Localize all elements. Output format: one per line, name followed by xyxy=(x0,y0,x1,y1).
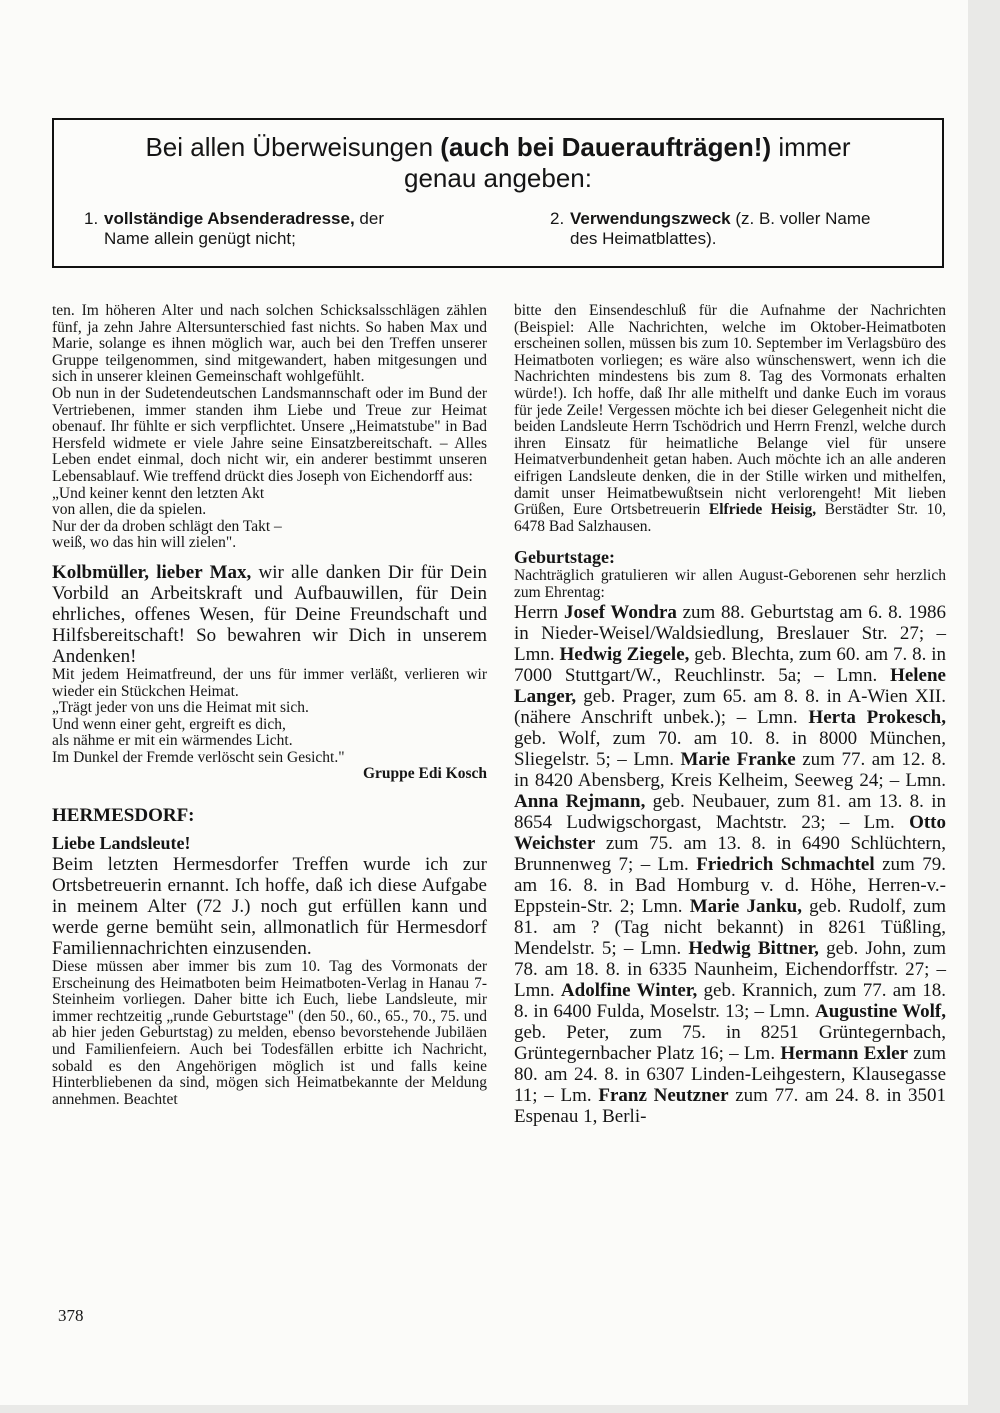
tribute-paragraph: Kolbmüller, lieber Max, wir alle danken Dir für Dein Vorbild an Arbeitskraft und Aufbauwillen, für Dein ehrliches, offenes Wesen, für Deine Freundschaft und Hilfsbereitschaft! So bewahren wir Dich in unserem Andenken! xyxy=(52,561,487,667)
page-number: 378 xyxy=(58,1306,84,1325)
notice-headline: Bei allen Überweisungen (auch bei Daueraufträgen!) immer genau angeben: xyxy=(145,132,851,193)
section-heading-birthdays: Geburtstage: xyxy=(514,547,615,568)
signature: Gruppe Edi Kosch xyxy=(362,765,487,783)
heimat-poem: „Trägt jeder von uns die Heimat mit sich. Und wenn einer geht, ergreift es dich, als nähme er mit ein wärmendes Licht. Im Dunkel der Fremde verlöscht sein Gesicht." xyxy=(52,699,345,766)
paragraph: Beim letzten Hermesdorfer Treffen wurde ich zur Ortsbetreuerin ernannt. Ich hoffe, daß ich diese Aufgabe in meinem Alter (72 J.) noch gut erfüllen kann und werde gerne bemüht sein, allmonatlich für Hermesdorf Familiennachrichten einzusenden. xyxy=(52,854,487,960)
section-heading-hermesdorf: HERMESDORF: xyxy=(52,805,195,827)
left-column xyxy=(52,303,487,1108)
salutation: Liebe Landsleute! xyxy=(52,833,191,854)
eichendorff-poem: „Und keiner kennt den letzten Akt von allen, die da spielen. Nur der da droben schlägt den Takt – weiß, wo das hin will zielen". xyxy=(52,484,282,552)
payment-notice-box xyxy=(52,118,944,268)
paragraph: Ob nun in der Sudetendeutschen Landsmannschaft oder im Bund der Vertriebenen, immer standen ihm Liebe und Treue zur Heimat obenauf. Ihr fühlte er sich verpflichtet. Unsere „Heimatstube" in Bad Hersfeld widmete er viele Jahre seine Einsatzbereitschaft. – Alles Leben endet einmal, doch nicht wir, ein anderer bestimmt unseren Lebensablauf. Wie treffend drückt dies Joseph von Eichendorff aus: xyxy=(52,384,487,485)
paragraph: Mit jedem Heimatfreund, der uns für immer verläßt, verlieren wir wieder ein Stückchen Heimat. xyxy=(52,665,487,700)
paragraph: Nachträglich gratulieren wir allen August-Geborenen sehr herzlich zum Ehrentag: xyxy=(514,567,946,601)
right-column xyxy=(514,303,946,1127)
paragraph: bitte den Einsendeschluß für die Aufnahme der Nachrichten (Beispiel: Alle Nachrichten, welche im Oktober-Heimatboten erscheinen sollen, müssen bis zum 10. September im Verlagsbüro des Heimatboten vorliegen; es wäre also wünschenswert, wenn ich die Nachrichten mindestens bis zum 8. Tag des Vormonats erhalten würde!). Ich hoffe, daß Ihr alle mithelft und danke Euch im voraus für jede Zeile! Vergessen möchte ich bei dieser Gelegenheit nicht die beiden Landsleute Herrn Tschödrich und Herrn Frenzl, welche durch ihren Einsatz für heimatliche Belange viel für unsere Heimatverbundenheit getan haben. Auch möchte ich an alle anderen eifrigen Landsleute denken, die in der Stille wirken und mithelfen, damit unser Heimatbewußtsein nicht verlorengeht! Mit lieben Grüßen, Eure Ortsbetreuerin Elfriede Heisig, Berstädter Str. 10, 6478 Bad Salzhausen. xyxy=(514,302,947,535)
birthday-list: Herrn Josef Wondra zum 88. Geburtstag am 6. 8. 1986 in Nieder-Weisel/Waldsiedlung, Breslauer Str. 27; – Lmn. Hedwig Ziegele, geb. Blechta, zum 60. am 7. 8. in 7000 Stuttgart/W., Reuchlinstr. 5a; – Lmn. Helene Langer, geb. Prager, zum 65. am 8. 8. in A-Wien XII. (nähere Anschrift unbek.); – Lmn. Herta Prokesch, geb. Wolf, zum 70. am 10. 8. in 8000 München, Sliegelstr. 5; – Lmn. Marie Franke zum 77. am 12. 8. in 8420 Abensberg, Kreis Kelheim, Seeweg 24; – Lmn. Anna Rejmann, geb. Neubauer, zum 81. am 13. 8. in 8654 Ludwigschorgast, Machtstr. 23; – Lm. Otto Weichster zum 75. am 13. 8. in 6490 Schlüchtern, Brunnenweg 7; – Lm. Friedrich Schmachtel zum 79. am 16. 8. in Bad Homburg v. d. Höhe, Herren-v.-Eppstein-Str. 2; Lmn. Marie Janku, geb. Rudolf, zum 81. am ? (Tag nicht bekannt) in 8261 Tüßling, Mendelstr. 5; – Lmn. Hedwig Bittner, geb. John, zum 78. am 18. 8. in 6335 Naunheim, Eichendorffstr. 27; – Lmn. Adolfine Winter, geb. Krannich, zum 77. am 18. 8. in 6400 Fulda, Moselstr. 13; – Lmn. Augustine Wolf, geb. Peter, zum 75. in 8251 Grüntegernbach, Grüntegernbacher Platz 16; – Lm. Hermann Exler zum 80. am 24. 8. in 6307 Linden-Leihgestern, Klausegasse 11; – Lm. Franz Neutzner zum 77. am 24. 8. in 3501 Espenau 1, Berli- xyxy=(514,601,947,1127)
paragraph: ten. Im höheren Alter und nach solchen Schicksalsschlägen zählen fünf, ja zehn Jahre Altersunterschied fast nichts. So haben Max und Marie, solange es ihnen möglich war, auch bei den Treffen unserer Gruppe teilgenommen, sind mitgewandert, haben mitgesungen und sich in unserer kleinen Gemeinschaft wohlgefühlt. xyxy=(52,302,487,386)
notice-item-2: 2. Verwendungszweck (z. B. voller Name des Heimatblattes). xyxy=(550,209,871,248)
notice-item-1: 1. vollständige Absenderadresse, der Name allein genügt nicht; xyxy=(84,209,384,248)
paragraph: Diese müssen aber immer bis zum 10. Tag des Vormonats der Erscheinung des Heimatboten beim Heimatboten-Verlag in Hanau 7-Steinheim vorliegen. Daher bitte ich Euch, liebe Landsleute, mir immer rechtzeitig „runde Geburtstage" (den 50., 60., 65., 70., 75. und ab hier jeden Geburtstag) zu melden, ebenso bevorstehende Jubiläen und Familienfeiern. Auch bei Todesfällen erbitte ich Nachricht, sobald es den Angehörigen möglich ist und falls keine Hinterbliebenen da sind, mögen sich Heimatbekannte der Meldung annehmen. Beachtet xyxy=(52,958,487,1108)
